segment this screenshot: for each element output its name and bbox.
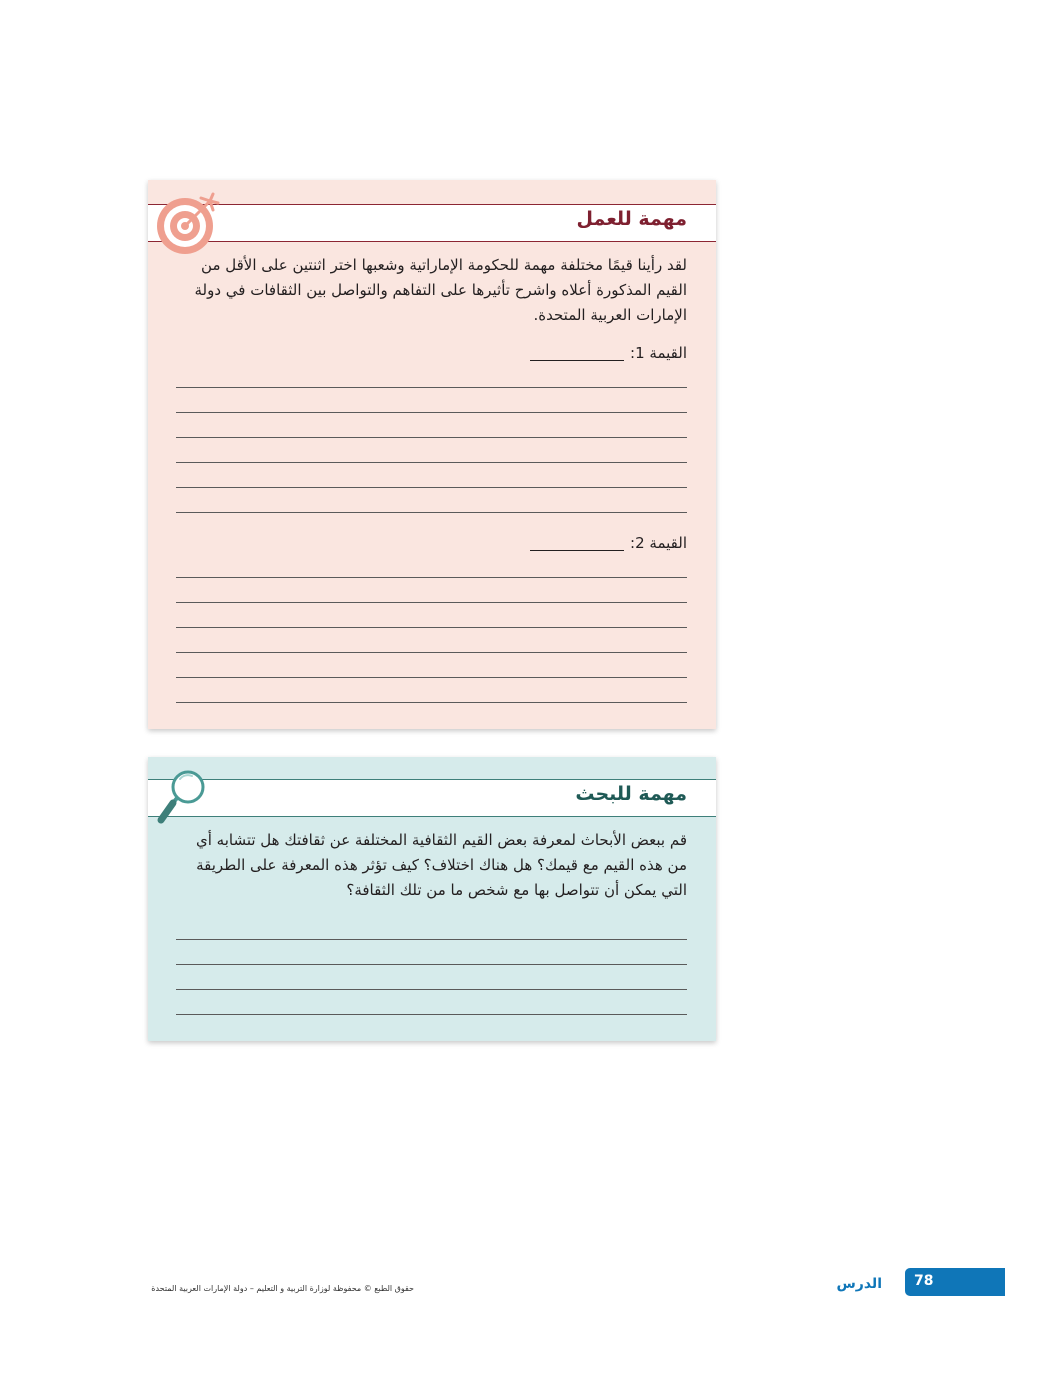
research-task-header (148, 779, 716, 817)
research-task-instructions: قم ببعض الأبحاث لمعرفة بعض القيم الثقافية المختلفة عن ثقافتك هل تتشابه أي من هذه القيم مع قيمك؟ هل هناك اختلاف؟ كيف تؤثر هذه المعرفة على الطريقة التي يمكن أن تتواصل بها مع شخص ما من تلك الثقافة؟ (195, 831, 687, 899)
value-1-answer-line[interactable] (176, 412, 687, 413)
value-1-answer-line[interactable] (176, 512, 687, 513)
value-1-answer-line[interactable] (176, 437, 687, 438)
work-task-header (148, 204, 716, 242)
value-2-answer-line[interactable] (176, 702, 687, 703)
research-answer-line[interactable] (176, 1014, 687, 1015)
target-icon (154, 192, 222, 258)
value-2-answer-line[interactable] (176, 652, 687, 653)
value-2-prompt (530, 534, 687, 552)
value-1-prompt (530, 344, 687, 362)
value-1-answer-line[interactable] (176, 462, 687, 463)
work-task-card (148, 180, 716, 729)
work-task-instructions: لقد رأينا قيمًا مختلفة مهمة للحكومة الإماراتية وشعبها اختر اثنتين على الأقل من القيم المذكورة أعلاه واشرح تأثيرها على التفاهم والتواصل بين الثقافات في دولة الإمارات العربية المتحدة. (194, 256, 687, 324)
value-2-blank[interactable] (530, 536, 624, 551)
value-1-answer-line[interactable] (176, 487, 687, 488)
research-task-card (148, 757, 716, 1041)
research-answer-line[interactable] (176, 964, 687, 965)
value-2-answer-line[interactable] (176, 577, 687, 578)
page-number-badge (905, 1268, 1005, 1296)
value-1-label: القيمة 1: (630, 344, 687, 362)
value-1-blank[interactable] (530, 346, 624, 361)
research-answer-line[interactable] (176, 939, 687, 940)
page-number: 78 (914, 1273, 934, 1289)
value-1-answer-line[interactable] (176, 387, 687, 388)
lesson-label: الدرس (836, 1276, 882, 1292)
research-answer-line[interactable] (176, 989, 687, 990)
value-2-answer-line[interactable] (176, 677, 687, 678)
magnifying-glass-icon (154, 769, 208, 827)
research-task-title: مهمة للبحث (575, 783, 687, 805)
value-2-answer-line[interactable] (176, 602, 687, 603)
value-2-label: القيمة 2: (630, 534, 687, 552)
copyright-notice: حقوق الطبع © محفوظة لوزارة التربية و التعليم – دولة الإمارات العربية المتحدة (151, 1284, 414, 1293)
work-task-title: مهمة للعمل (576, 208, 687, 230)
value-2-answer-line[interactable] (176, 627, 687, 628)
